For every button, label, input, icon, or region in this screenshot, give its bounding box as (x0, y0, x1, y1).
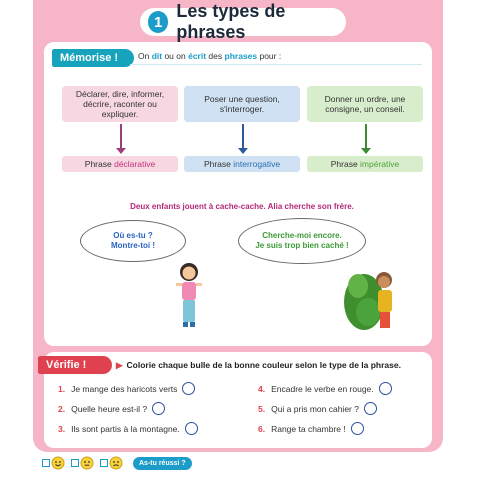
purpose-box-imperative: Donner un ordre, une consigne, un conseil. (307, 86, 423, 122)
type-keyword: interrogative (233, 159, 281, 169)
verifie-tab: Vérifie ! (38, 356, 112, 374)
verifie-instruction (116, 360, 401, 371)
exercise-item (58, 382, 195, 395)
lesson-number: 1 (148, 11, 168, 33)
intro-keyword-dit: dit (151, 51, 163, 61)
item-text: Je mange des haricots verts (71, 383, 178, 394)
neutral-face-icon (80, 456, 94, 470)
item-number: 1. (58, 383, 66, 394)
intro-part: On (138, 51, 152, 61)
intro-part: pour : (257, 51, 282, 61)
item-number: 3. (58, 423, 66, 434)
answer-circle[interactable] (379, 382, 392, 395)
type-keyword: déclarative (114, 159, 156, 169)
item-number: 5. (258, 403, 266, 414)
checkbox[interactable] (71, 459, 79, 467)
item-text: Encadre le verbe en rouge. (271, 383, 374, 394)
happy-face-icon (51, 456, 65, 470)
type-prefix: Phrase (84, 159, 112, 169)
bubble-line: Cherche-moi encore. (262, 230, 342, 240)
item-number: 6. (258, 423, 266, 434)
arrow-down-icon (120, 124, 122, 152)
exercise-item (258, 382, 392, 395)
item-number: 4. (258, 383, 266, 394)
type-imperative (307, 156, 423, 172)
item-text: Range ta chambre ! (271, 423, 346, 434)
intro-keyword-phrases: phrases (224, 51, 258, 61)
self-assessment (42, 456, 192, 470)
item-text: Quelle heure est-il ? (71, 403, 148, 414)
answer-circle[interactable] (152, 402, 165, 415)
intro-part: ou on (162, 51, 189, 61)
item-text: Ils sont partis à la montagne. (71, 423, 180, 434)
girl-illustration (172, 262, 206, 332)
bubble-line: Montre-toi ! (111, 241, 155, 250)
purpose-box-interrogative: Poser une question, s'interroger. (184, 86, 300, 122)
answer-circle[interactable] (351, 422, 364, 435)
item-text: Qui a pris mon cahier ? (271, 403, 359, 414)
as-tu-reussi-badge: As-tu réussi ? (133, 457, 192, 470)
memorise-intro (138, 51, 281, 61)
sad-face-icon (109, 456, 123, 470)
lesson-title: Les types de phrases (176, 1, 286, 42)
type-declarative (62, 156, 178, 172)
type-keyword: impérative (360, 159, 400, 169)
answer-circle[interactable] (185, 422, 198, 435)
exercise-item (258, 402, 377, 415)
answer-circle[interactable] (364, 402, 377, 415)
bubble-line: Je suis trop bien caché ! (255, 241, 349, 250)
bubble-line: Où es-tu ? (113, 230, 153, 240)
exercise-item (58, 402, 165, 415)
arrow-down-icon (365, 124, 367, 152)
page-title (140, 1, 346, 42)
story-caption: Deux enfants jouent à cache-cache. Alia cherche son frère. (130, 202, 354, 211)
type-prefix: Phrase (203, 159, 231, 169)
arrow-down-icon (242, 124, 244, 152)
exercise-item (58, 422, 198, 435)
triangle-icon: ▶ (116, 360, 123, 370)
intro-part: des (206, 51, 225, 61)
divider (130, 64, 422, 65)
item-number: 2. (58, 403, 66, 414)
intro-keyword-ecrit: écrit (188, 51, 207, 61)
exercise-item (258, 422, 364, 435)
speech-bubble-left (80, 220, 186, 262)
checkbox[interactable] (42, 459, 50, 467)
memorise-tab: Mémorise ! (52, 49, 134, 67)
answer-circle[interactable] (182, 382, 195, 395)
speech-bubble-right (238, 218, 366, 264)
bush-with-boy-illustration (342, 262, 398, 332)
type-interrogative (184, 156, 300, 172)
checkbox[interactable] (100, 459, 108, 467)
type-prefix: Phrase (330, 159, 358, 169)
instruction-text: Colorie chaque bulle de la bonne couleur selon le type de la phrase. (126, 360, 401, 370)
purpose-box-declarative: Déclarer, dire, informer, décrire, raconter ou expliquer. (62, 86, 178, 122)
